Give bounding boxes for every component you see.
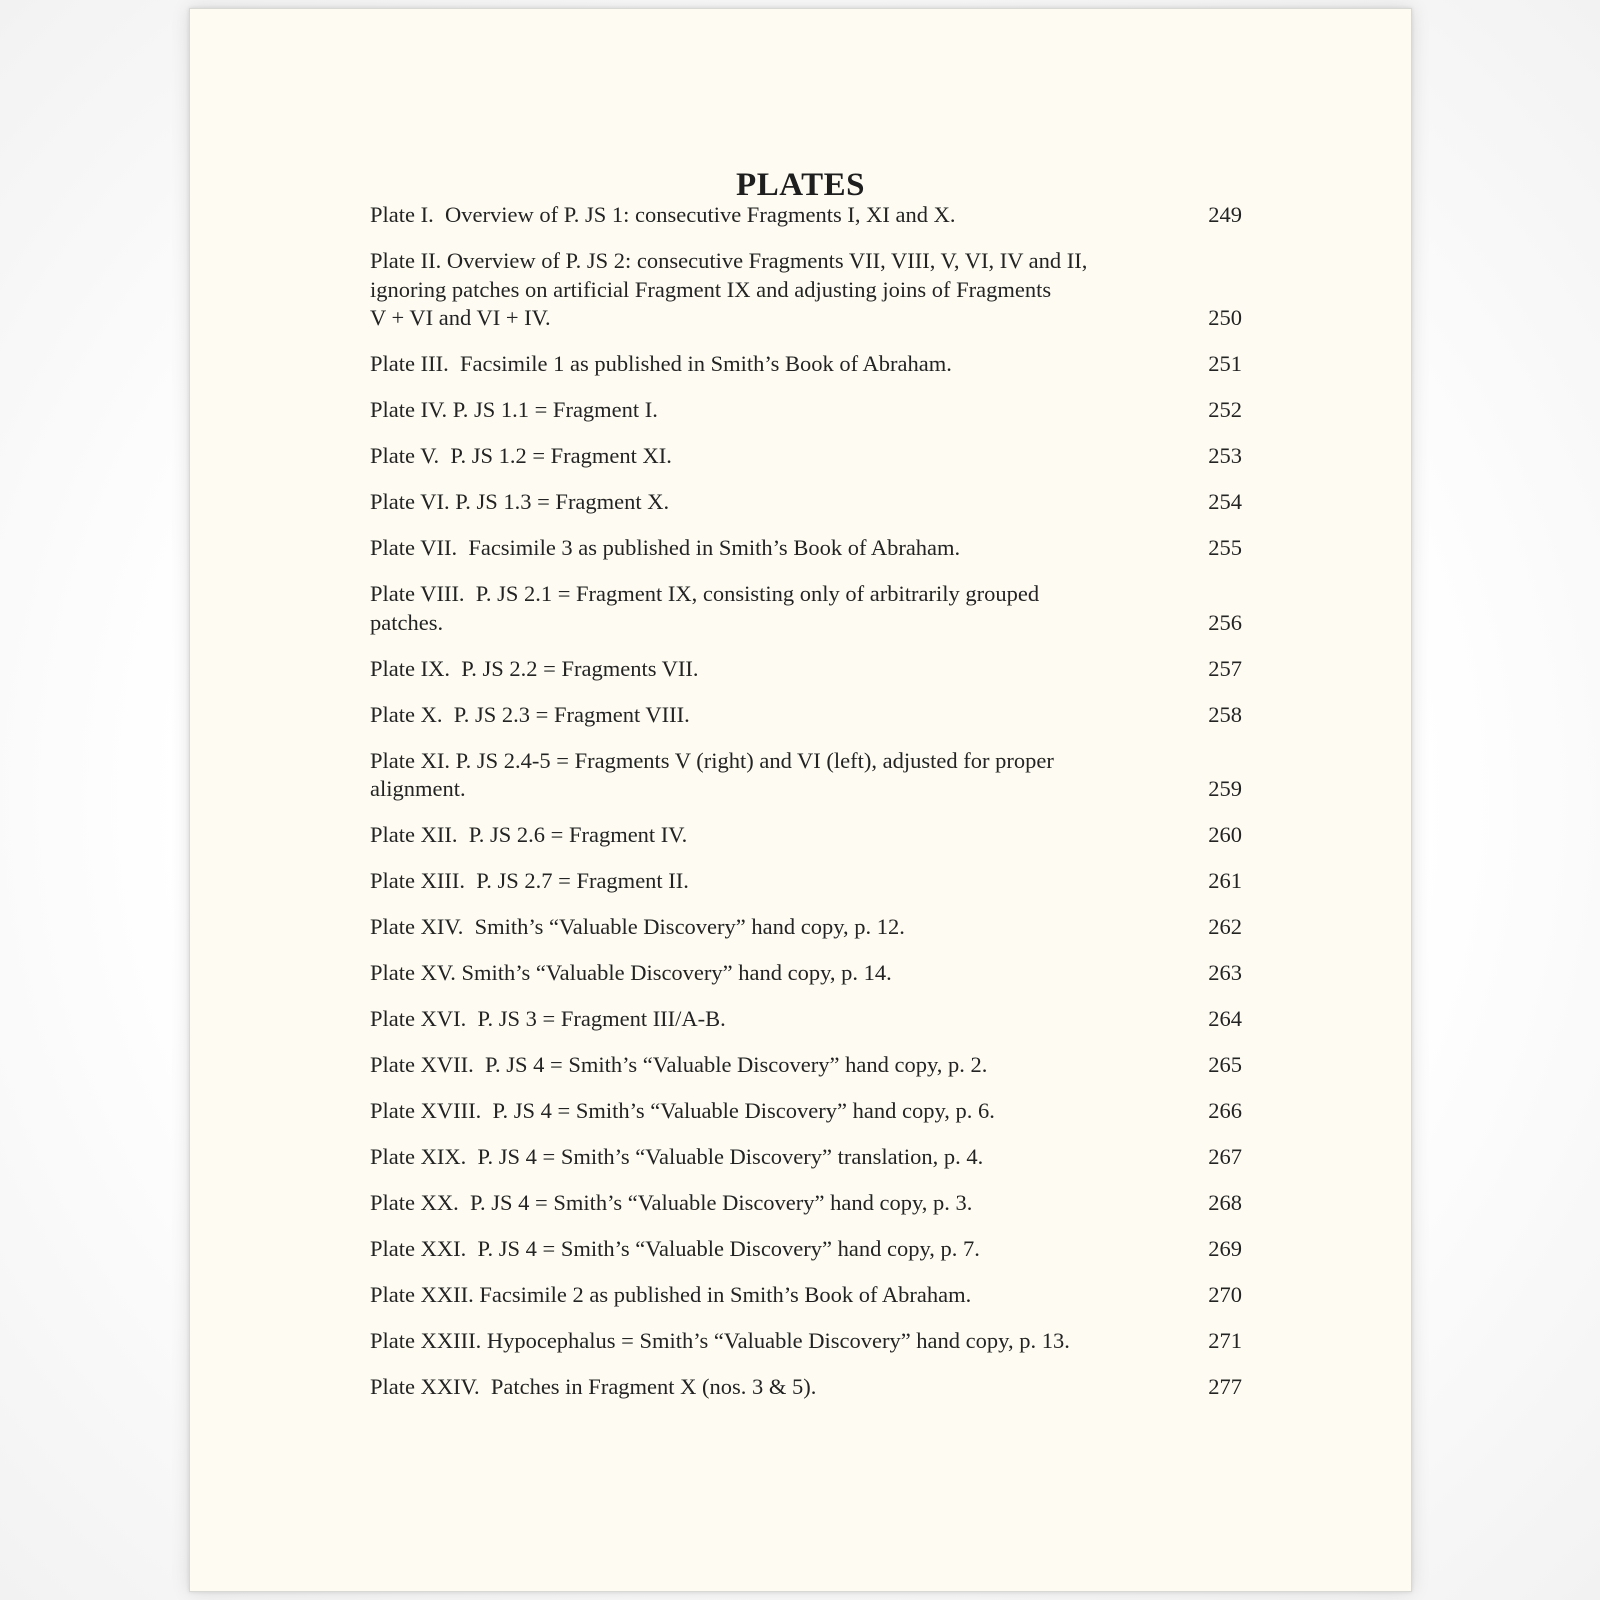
plate-entry [370,959,1242,988]
plate-entry-page-number: 255 [1208,535,1242,560]
plate-entry [370,1143,1242,1172]
plate-entry-page-number: 266 [1208,1098,1242,1123]
plate-entry-page-number: 256 [1208,609,1242,635]
plate-entry-page-number: 252 [1208,397,1242,422]
plate-entry [370,201,1242,230]
plate-entry [370,1235,1242,1264]
plate-entry-page-number: 253 [1208,443,1242,468]
plate-entry-page-number: 264 [1208,1006,1242,1031]
plate-entry-page-number: 250 [1208,305,1242,330]
plate-entry [370,747,1242,804]
plate-entry-label: Plate XXIII. Hypocephalus = Smith’s “Valuable Discovery” hand copy, p. 13. [370,1328,1070,1353]
plate-entry-label: Plate III. Facsimile 1 as published in Smith’s Book of Abraham. [370,351,952,376]
plate-entry [370,821,1242,850]
plate-entry-label: Plate VII. Facsimile 3 as published in Smith’s Book of Abraham. [370,535,961,560]
plate-entry-label: Plate VIII. P. JS 2.1 = Fragment IX, consisting only of arbitrarily grouped patches. [370,581,1040,635]
plate-entry [370,534,1242,563]
plate-entry-label: Plate II. Overview of P. JS 2: consecutive Fragments VII, VIII, V, VI, IV and II, ignoring patches on artificial Fragment IX and adjusting joins of Fragments V + VI and VI + IV. [370,248,1088,330]
page-title: PLATES [736,167,865,204]
plate-entry-label: Plate XIII. P. JS 2.7 = Fragment II. [370,868,689,893]
plate-entry-page-number: 269 [1208,1236,1242,1261]
plate-entry-page-number: 268 [1208,1190,1242,1215]
plate-entry [370,1189,1242,1218]
plate-entry-label: Plate XII. P. JS 2.6 = Fragment IV. [370,822,688,847]
plate-entry-label: Plate XXII. Facsimile 2 as published in Smith’s Book of Abraham. [370,1282,972,1307]
plate-entry-page-number: 267 [1208,1144,1242,1169]
plate-entry [370,655,1242,684]
plate-entry-label: Plate XVII. P. JS 4 = Smith’s “Valuable Discovery” hand copy, p. 2. [370,1052,988,1077]
plate-entry-label: Plate XI. P. JS 2.4-5 = Fragments V (right) and VI (left), adjusted for proper alignment. [370,747,1054,801]
plate-entry [370,1281,1242,1310]
plate-entry-page-number: 251 [1208,351,1242,376]
plate-entry-page-number: 254 [1208,489,1242,514]
plate-entry-label: Plate IX. P. JS 2.2 = Fragments VII. [370,655,699,681]
document-page [189,8,1412,1592]
plate-entry [370,350,1242,379]
plate-entry-page-number: 262 [1208,914,1242,939]
plate-entry-label: Plate XVI. P. JS 3 = Fragment III/A-B. [370,1006,726,1031]
plate-entry-page-number: 257 [1208,655,1242,681]
plate-entry [370,867,1242,896]
plate-entry-page-number: 263 [1208,960,1242,985]
plate-entry [370,701,1242,730]
plate-entry-label: Plate XVIII. P. JS 4 = Smith’s “Valuable Discovery” hand copy, p. 6. [370,1098,995,1123]
plate-entry-page-number: 270 [1208,1282,1242,1307]
plate-entry [370,247,1242,333]
plate-entry [370,580,1242,637]
plate-entry [370,1005,1242,1034]
plates-list [370,201,1242,1419]
plate-entry-page-number: 261 [1208,868,1242,893]
plate-entry-label: Plate IV. P. JS 1.1 = Fragment I. [370,397,658,422]
plate-entry-label: Plate I. Overview of P. JS 1: consecutive Fragments I, XI and X. [370,202,956,227]
plate-entry-label: Plate XIV. Smith’s “Valuable Discovery” hand copy, p. 12. [370,914,905,939]
plate-entry-label: Plate VI. P. JS 1.3 = Fragment X. [370,489,670,514]
plate-entry [370,488,1242,517]
plate-entry-page-number: 260 [1208,822,1242,847]
plate-entry [370,442,1242,471]
plate-entry-page-number: 249 [1208,202,1242,227]
plate-entry-label: Plate X. P. JS 2.3 = Fragment VIII. [370,701,690,727]
plate-entry-page-number: 265 [1208,1052,1242,1077]
plate-entry-label: Plate V. P. JS 1.2 = Fragment XI. [370,443,672,468]
plate-entry-page-number: 258 [1208,701,1242,727]
plate-entry-label: Plate XXI. P. JS 4 = Smith’s “Valuable Discovery” hand copy, p. 7. [370,1236,980,1261]
plate-entry-label: Plate XIX. P. JS 4 = Smith’s “Valuable Discovery” translation, p. 4. [370,1144,984,1169]
plate-entry [370,396,1242,425]
plate-entry [370,1097,1242,1126]
plate-entry-label: Plate XV. Smith’s “Valuable Discovery” hand copy, p. 14. [370,960,892,985]
plate-entry-page-number: 277 [1208,1374,1242,1399]
plate-entry-label: Plate XX. P. JS 4 = Smith’s “Valuable Discovery” hand copy, p. 3. [370,1190,973,1215]
plate-entry-page-number: 259 [1208,776,1242,801]
plate-entry-label: Plate XXIV. Patches in Fragment X (nos. 3 & 5). [370,1374,817,1399]
plate-entry [370,1327,1242,1356]
plate-entry-page-number: 271 [1208,1328,1242,1353]
plate-entry [370,1051,1242,1080]
plate-entry [370,1373,1242,1402]
plate-entry [370,913,1242,942]
